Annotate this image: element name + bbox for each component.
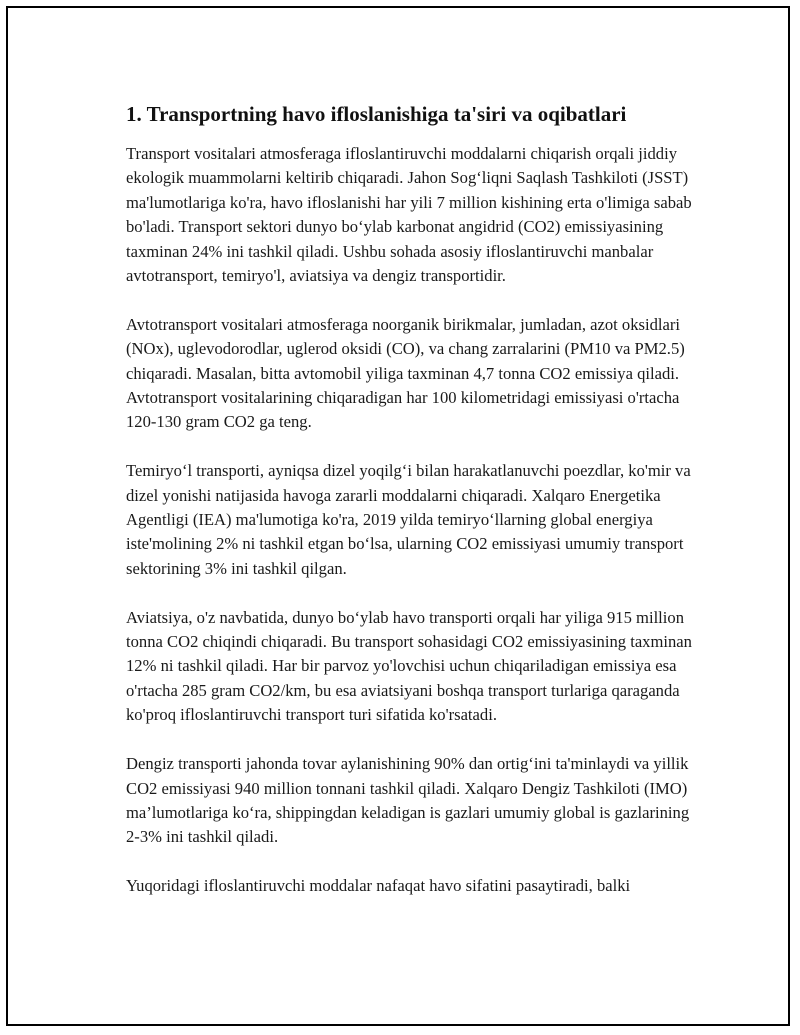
- page-frame: [6, 6, 790, 1026]
- paragraph-rail-transport: Temiryo‘l transporti, ayniqsa dizel yoqilg‘i bilan harakatlanuvchi poezdlar, ko'mir va dizel yonishi natijasida havoga zararli moddalarni chiqaradi. Xalqaro Energetika Agentligi (IEA) ma'lumotiga ko'ra, 2019 yilda temiryo‘llarning global energiya iste'molining 2% ni tashkil etgan bo‘lsa, ularning CO2 emissiyasi umumiy transport sektorining 3% ini tashkil qilgan.: [126, 461, 691, 578]
- paragraph-road-transport: Avtotransport vositalari atmosferaga noorganik birikmalar, jumladan, azot oksidlari (NOx), uglevodorodlar, uglerod oksidi (CO), va chang zarralarini (PM10 va PM2.5) chiqaradi. Masalan, bitta avtomobil yiliga taxminan 4,7 tonna CO2 emissiya qiladi. Avtotransport vositalarining chiqaradigan har 100 kilometridagi emissiyasi o'rtacha 120-130 gram CO2 ga teng.: [126, 314, 685, 432]
- document-body: [126, 100, 706, 923]
- section-heading: 1. Transportning havo ifloslanishiga ta'siri va oqibatlari: [126, 102, 627, 126]
- paragraph-maritime: Dengiz transporti jahonda tovar aylanishining 90% dan ortig‘ini ta'minlaydi va yillik CO2 emissiyasi 940 million tonnani tashkil qiladi. Xalqaro Dengiz Tashkiloti (IMO) ma’lumotlariga ko‘ra, shippingdan keladigan is gazlari umumiy global is gazlarining 2-3% ini tashkil qiladi.: [126, 754, 690, 847]
- paragraph-transport-overview: Transport vositalari atmosferaga ifloslantiruvchi moddalarni chiqarish orqali jiddiy ekologik muammolarni keltirib chiqaradi. Jahon Sog‘liqni Saqlash Tashkiloti (JSST) ma'lumotlariga ko'ra, havo ifloslanishi har yili 7 million kishining erta o'limiga sabab bo'ladi. Transport sektori dunyo bo‘ylab karbonat angidrid (CO2) emissiyasining taxminan 24% ini tashkil qiladi. Ushbu sohada asosiy ifloslantiruvchi manbalar avtotransport, temiryo'l, aviatsiya va dengiz transportidir.: [126, 144, 692, 286]
- paragraph-aviation: Aviatsiya, o'z navbatida, dunyo bo‘ylab havo transporti orqali har yiliga 915 million tonna CO2 chiqindi chiqaradi. Bu transport sohasidagi CO2 emissiyasining taxminan 12% ni tashkil qiladi. Har bir parvoz yo'lovchisi uchun chiqariladigan emissiya esa o'rtacha 285 gram CO2/km, bu esa aviatsiyani boshqa transport turlariga qaraganda ko'proq ifloslantiruvchi transport turi sifatida ko'rsatadi.: [126, 607, 692, 725]
- paragraph-conclusion-start: Yuqoridagi ifloslantiruvchi moddalar nafaqat havo sifatini pasaytiradi, balki: [126, 876, 631, 896]
